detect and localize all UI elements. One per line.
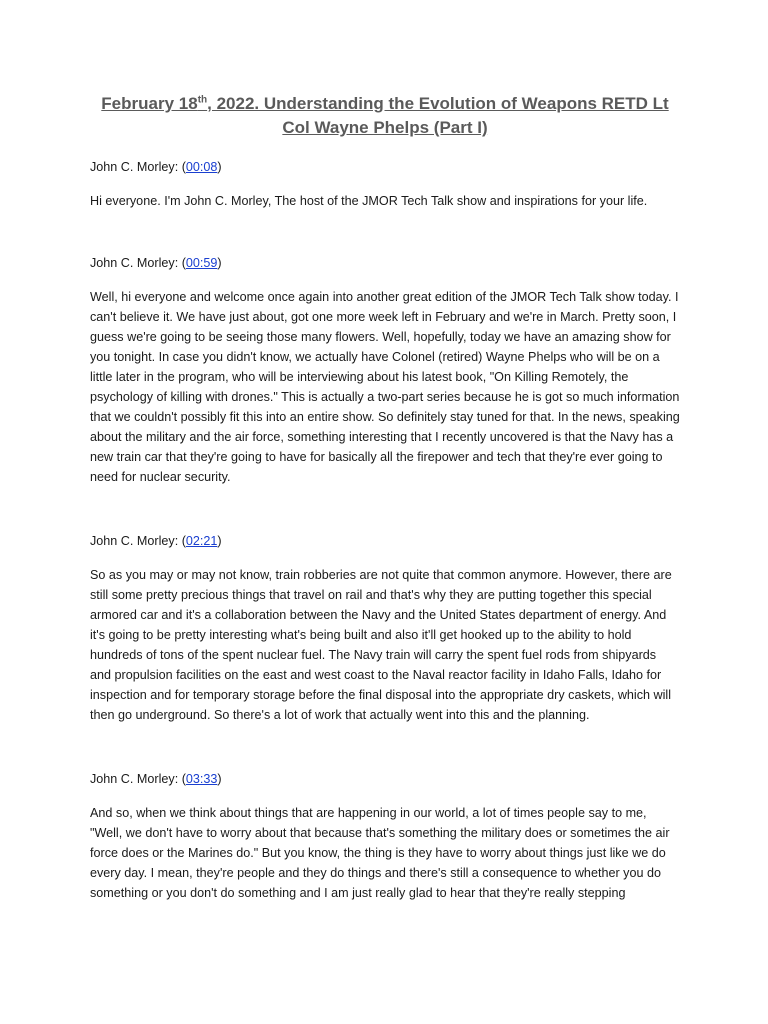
speaker-name: John C. Morley <box>90 534 175 548</box>
title-ordinal-suffix: th <box>197 94 208 106</box>
speaker-name: John C. Morley <box>90 772 175 786</box>
speaker-line: John C. Morley: (03:33) <box>90 772 222 786</box>
transcript-entry <box>90 532 680 725</box>
transcript-entry <box>90 254 680 487</box>
timestamp-link[interactable]: 02:21 <box>185 534 218 548</box>
title-date: February 18 <box>101 94 198 113</box>
timestamp-link[interactable]: 00:59 <box>185 256 218 270</box>
speaker-name: John C. Morley <box>90 256 175 270</box>
speaker-line: John C. Morley: (02:21) <box>90 534 222 548</box>
transcript-paragraph: And so, when we think about things that are happening in our world, a lot of times people say to me, "Well, we don't have to worry about that because that's something the military does or sometimes the air force does or the Marines do." But you know, the thing is they have to worry about things just like we do every day. I mean, they're people and they do things and there's still a consequence to whether you do something or you don't do something and I am just really glad to hear that they're really stepping <box>90 806 670 900</box>
document-title <box>90 92 680 140</box>
transcript-entry <box>90 770 680 903</box>
transcript-paragraph: Hi everyone. I'm John C. Morley, The host of the JMOR Tech Talk show and inspirations for your life. <box>90 194 648 208</box>
title-text: , 2022. Understanding the Evolution of Weapons RETD Lt Col Wayne Phelps (Part I) <box>207 94 669 137</box>
transcript-paragraph: So as you may or may not know, train robberies are not quite that common anymore. However, there are still some pretty precious things that travel on rail and that's why they are putting together this special armored car and it's a collaboration between the Navy and the United States department of energy. And it's going to be pretty interesting what's being built and also it'll get hooked up to the ability to hold hundreds of tons of the spent nuclear fuel. The Navy train will carry the spent fuel rods from shipyards and propulsion facilities on the east and west coast to the Naval reactor facility in Idaho Falls, Idaho for inspection and for temporary storage before the final disposal into the appropriate dry caskets, which will then go underground. So there's a lot of work that actually went into this and the planning. <box>90 568 672 722</box>
timestamp-link[interactable]: 00:08 <box>185 160 218 174</box>
speaker-line: John C. Morley: (00:08) <box>90 160 222 174</box>
speaker-line: John C. Morley: (00:59) <box>90 256 222 270</box>
timestamp-link[interactable]: 03:33 <box>185 772 218 786</box>
transcript-entry <box>90 158 680 211</box>
transcript-paragraph: Well, hi everyone and welcome once again into another great edition of the JMOR Tech Talk show today. I can't believe it. We have just about, got one more week left in February and we're in March. Pretty soon, I guess we're going to be seeing those many flowers. Well, hopefully, today we have an amazing show for you tonight. In case you didn't know, we actually have Colonel (retired) Wayne Phelps who will be on a little later in the program, who will be interviewing about his latest book, "On Killing Remotely, the psychology of killing with drones." This is actually a two-part series because he is got so much information that we couldn't possibly fit this into an entire show. So definitely stay tuned for that. In the news, speaking about the military and the air force, something interesting that I recently uncovered is that the Navy has a new train car that they're going to have for basically all the firepower and tech that they're ever going to need for nuclear security. <box>90 290 680 484</box>
speaker-name: John C. Morley <box>90 160 175 174</box>
document-page <box>90 92 680 948</box>
